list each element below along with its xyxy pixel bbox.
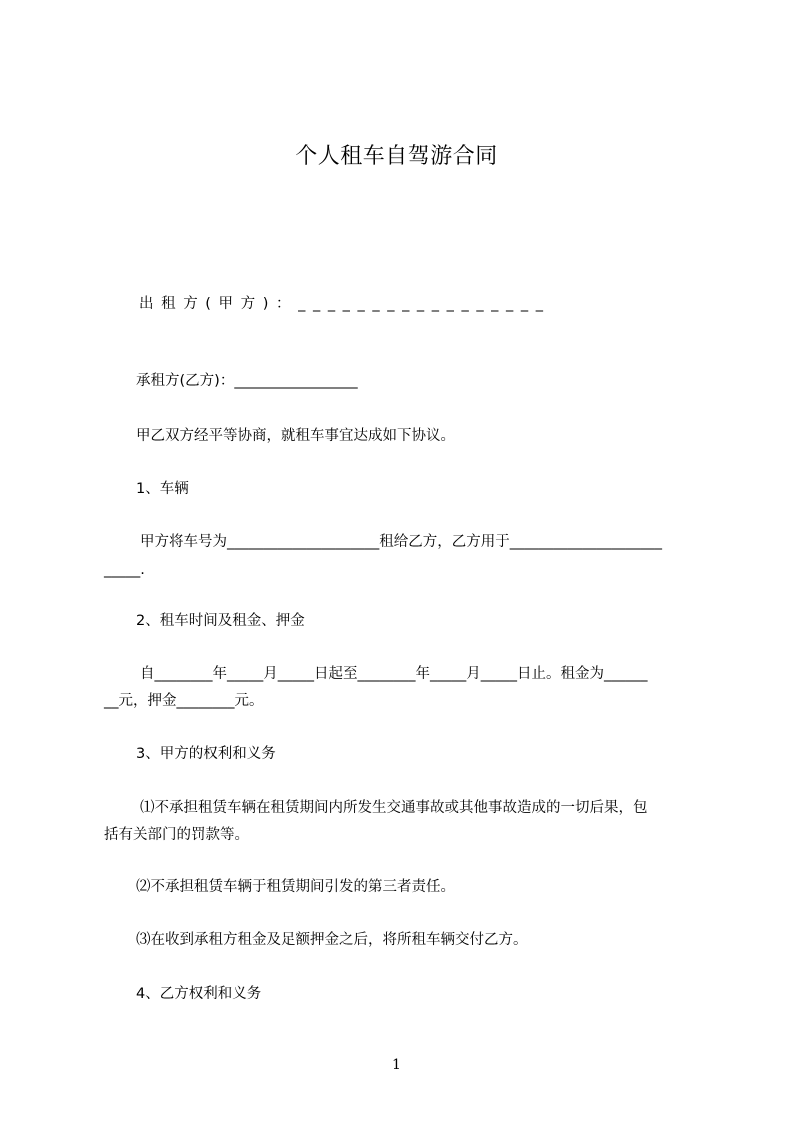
vehicle-clause-line-1: 甲方将车号为_____________________租给乙方，乙方用于_____________________ — [140, 534, 662, 550]
section-heading-rental-time: 2、租车时间及租金、押金 — [136, 613, 305, 629]
page-number: 1 — [392, 1057, 401, 1073]
vehicle-clause-line-2: _____. — [104, 562, 145, 578]
lessor-clause-2: ⑵不承担租赁车辆于租赁期间引发的第三者责任。 — [136, 879, 455, 895]
document-title: 个人租车自驾游合同 — [295, 144, 498, 169]
section-heading-lessor-rights: 3、甲方的权利和义务 — [136, 746, 276, 762]
agreement-intro: 甲乙双方经平等协商，就租车事宜达成如下协议。 — [136, 428, 455, 444]
lessor-clause-3: ⑶在收到承租方租金及足额押金之后，将所租车辆交付乙方。 — [136, 932, 528, 948]
rental-time-line-1: 自________年_____月_____日起至________年_____月_____日止。租金为______ — [140, 666, 648, 682]
rental-time-line-2: __元，押金________元。 — [104, 693, 264, 709]
section-heading-lessee-rights: 4、乙方权利和义务 — [136, 986, 262, 1002]
section-heading-vehicle: 1、车辆 — [136, 481, 189, 497]
lessor-line: 出租方(甲方)：_________________ — [139, 296, 551, 312]
lessor-clause-1-line-1: ⑴不承担租赁车辆在租赁期间内所发生交通事故或其他事故造成的一切后果，包 — [140, 800, 648, 816]
lessee-line: 承租方(乙方)：_________________ — [136, 373, 358, 389]
lessor-clause-1-line-2: 括有关部门的罚款等。 — [104, 827, 249, 843]
